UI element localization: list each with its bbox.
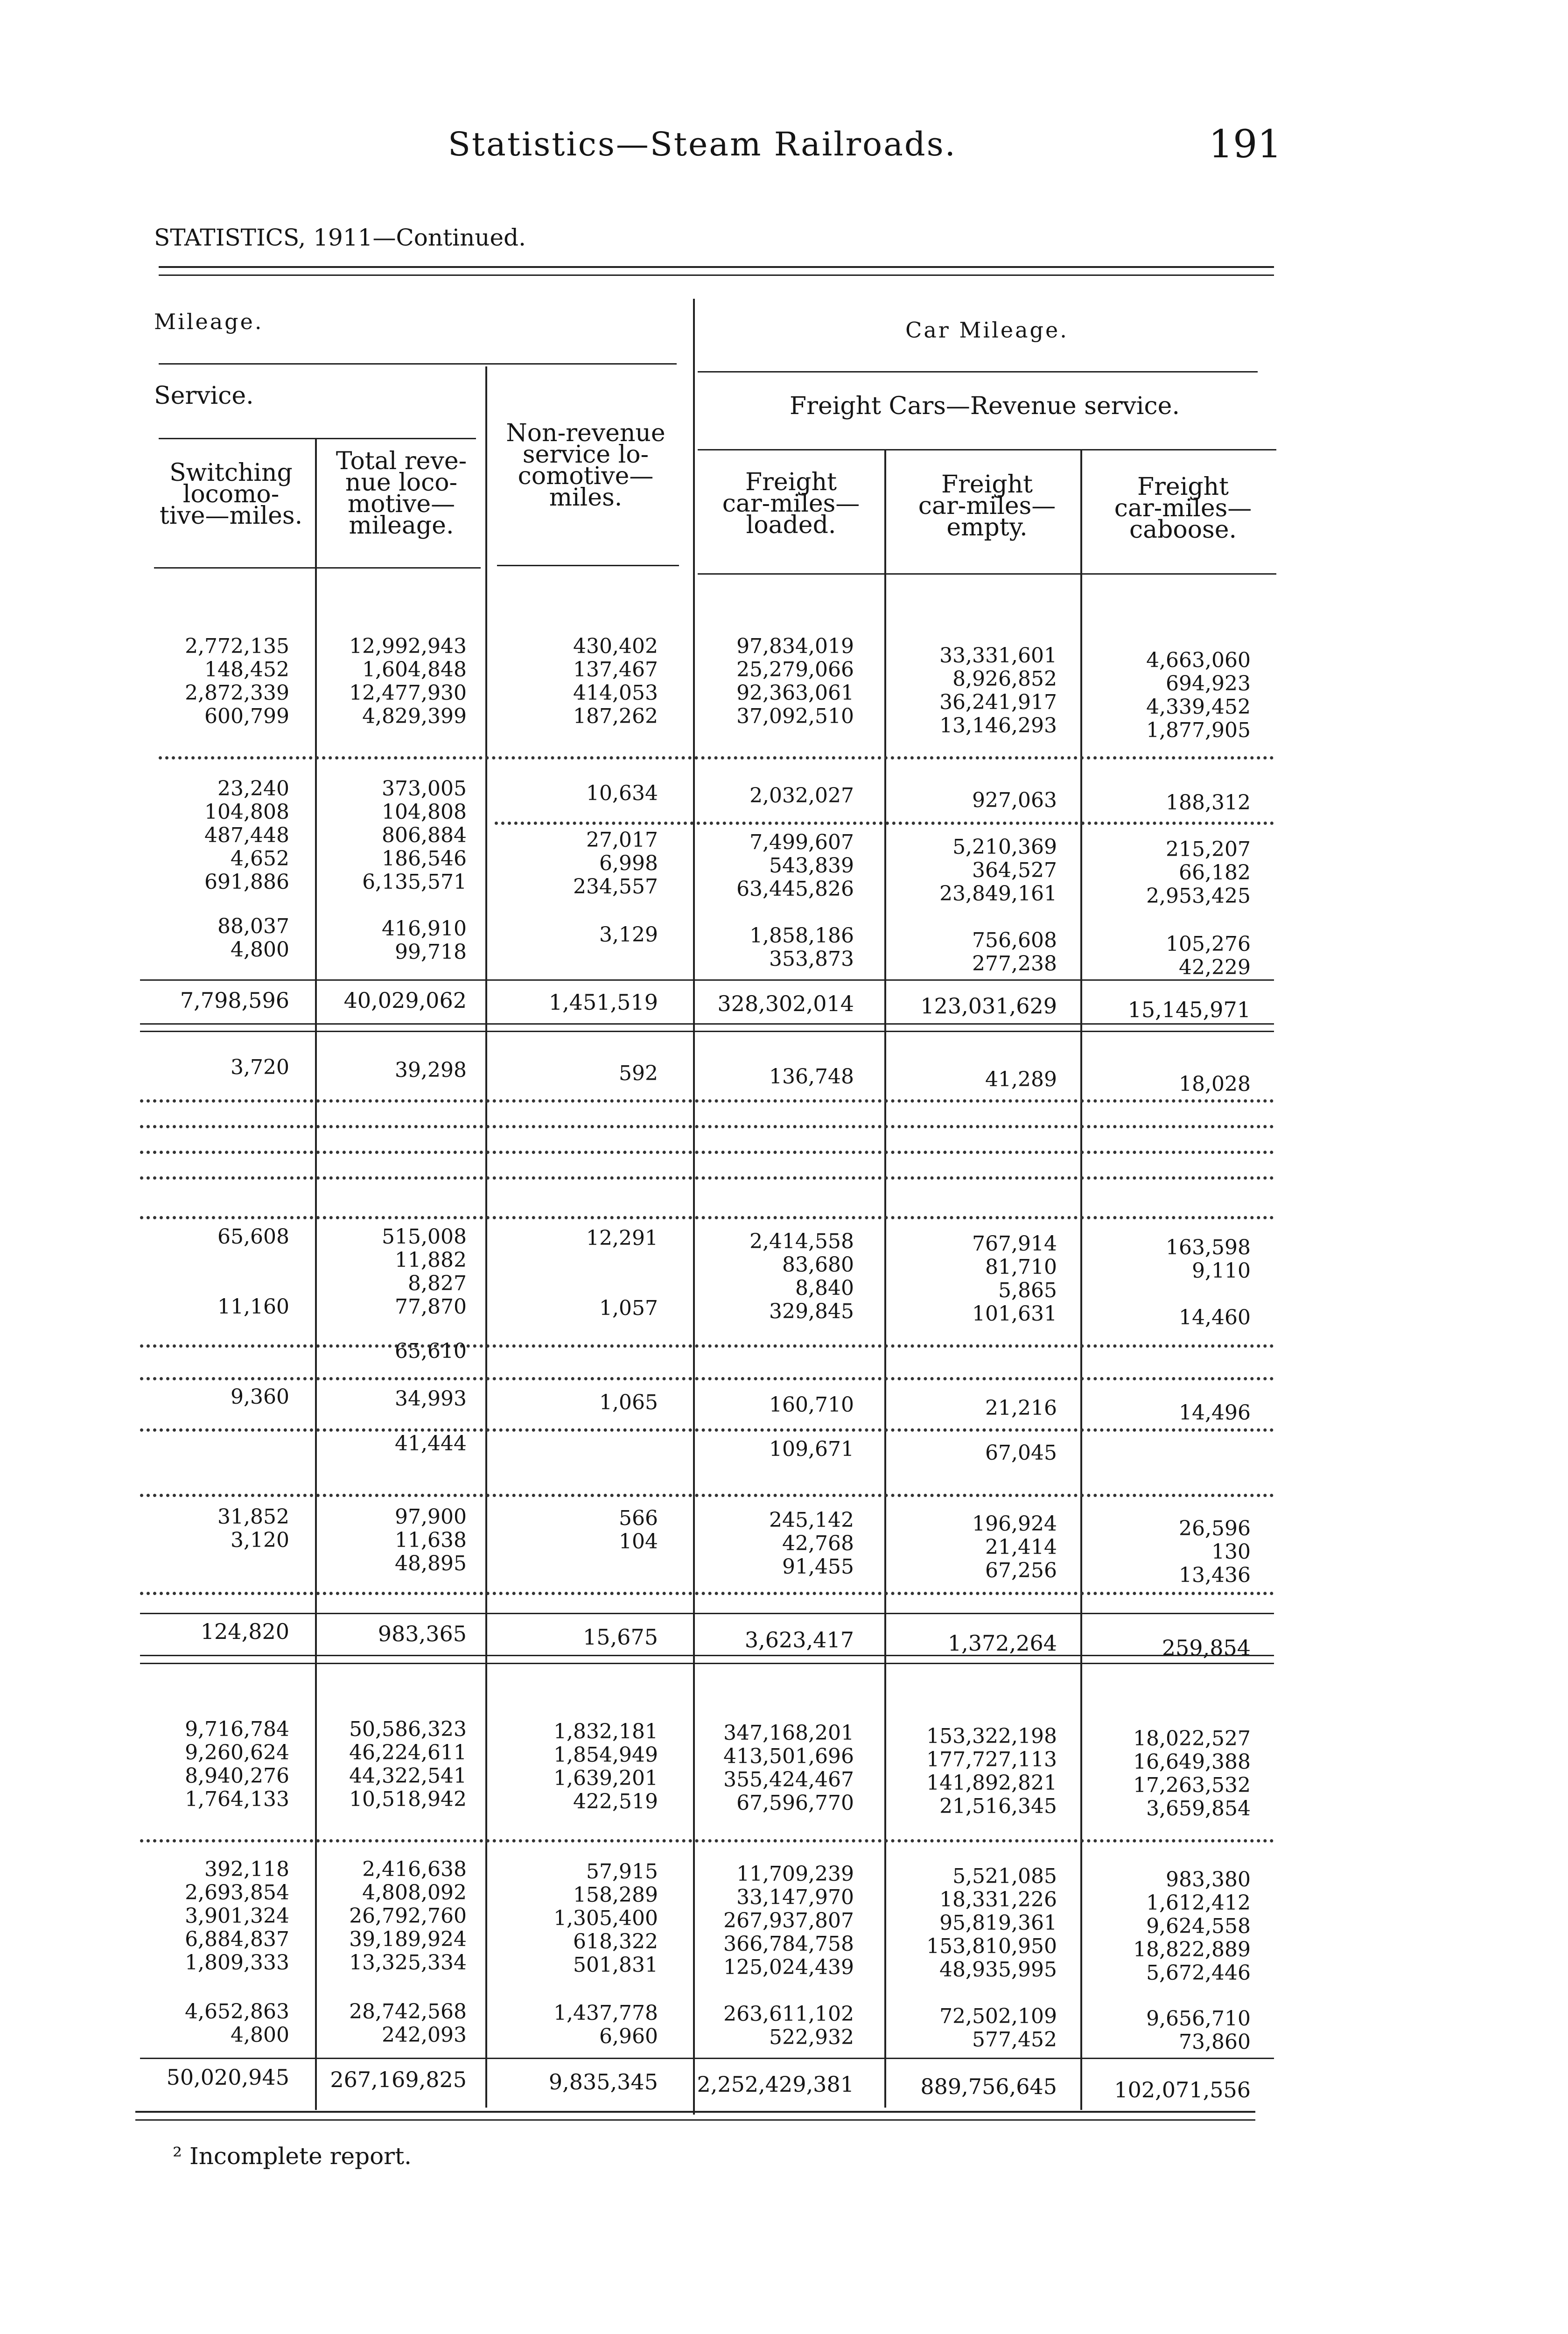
group7-caboose: 14,496 [1179, 1401, 1251, 1425]
group1-switching: 2,772,135 148,452 2,872,339 600,799 [185, 634, 289, 728]
group12-empty: 72,502,109 577,452 [939, 2004, 1057, 2052]
service-label: Service. [154, 382, 254, 410]
dotted-separator [140, 1592, 1274, 1595]
dotted-separator [140, 1125, 1274, 1128]
total3-non-revenue: 9,835,345 [548, 2069, 658, 2095]
total3-loaded: 2,252,429,381 [697, 2072, 854, 2097]
total1-non-revenue: 1,451,519 [548, 990, 658, 1015]
service-rule [159, 438, 476, 439]
group2-non-revenue: 10,634 27,017 6,998 234,557 [573, 781, 658, 899]
total-rule [140, 1023, 1274, 1025]
dotted-separator [140, 1839, 1274, 1842]
col-divider-2 [485, 366, 487, 2108]
group11-switching: 392,118 2,693,854 3,901,324 6,884,837 1,809,333 [185, 1857, 289, 1975]
group4-loaded: 136,748 [769, 1065, 854, 1089]
group7-total-revenue: 34,993 [395, 1387, 467, 1411]
group8-total-revenue: 41,444 [395, 1432, 467, 1455]
dotted-separator [140, 1216, 1274, 1219]
dotted-separator [495, 822, 1274, 825]
group3-non-revenue: 3,129 [599, 923, 658, 947]
total2-switching: 124,820 [200, 1619, 289, 1644]
table-bottom-rule-2 [135, 2119, 1255, 2121]
total-rule [140, 2058, 1274, 2059]
col-head-switching: Switching locomo- tive—miles. [159, 459, 303, 530]
group4-switching: 3,720 [231, 1055, 289, 1079]
col-divider-1 [315, 439, 317, 2110]
group12-total-revenue: 28,742,568 242,093 [349, 2000, 467, 2047]
mileage-section-label: Mileage. [154, 309, 264, 334]
total1-total-revenue: 40,029,062 [343, 988, 467, 1013]
group2-loaded: 2,032,027 7,499,607 543,839 63,445,826 [736, 784, 854, 901]
dotted-separator [140, 1377, 1274, 1380]
col-divider-5 [1080, 450, 1082, 2110]
car-mileage-rule [698, 371, 1258, 373]
group11-caboose: 983,380 1,612,412 9,624,558 18,822,889 5,672,446 [1133, 1868, 1251, 1985]
group5-caboose: 163,598 9,110 14,460 [1166, 1236, 1251, 1329]
dotted-separator [159, 756, 1274, 759]
group7-switching: 9,360 [231, 1385, 289, 1409]
group8-loaded: 109,671 [769, 1437, 854, 1461]
dotted-separator [140, 1344, 1274, 1348]
total1-loaded: 328,302,014 [717, 991, 854, 1016]
col-head-caboose: Freight car-miles— caboose. [1114, 473, 1252, 544]
group1-total-revenue: 12,992,943 1,604,848 12,477,930 4,829,399 [349, 634, 467, 728]
total3-total-revenue: 267,169,825 [330, 2067, 467, 2092]
group3-empty: 756,608 277,238 [972, 928, 1057, 976]
total2-caboose: 259,854 [1162, 1635, 1251, 1660]
mileage-rule [159, 363, 677, 365]
group7-empty: 21,216 [985, 1396, 1057, 1420]
table-top-rule-2 [159, 274, 1274, 276]
group3-caboose: 105,276 42,229 [1166, 932, 1251, 979]
col-head-non-revenue: Non-revenue service lo- comotive— miles. [506, 419, 665, 512]
group4-non-revenue: 592 [619, 1062, 658, 1085]
group10-caboose: 18,022,527 16,649,388 17,263,532 3,659,854 [1133, 1727, 1251, 1821]
page-number: 191 [1209, 122, 1282, 167]
freight-revenue-label: Freight Cars—Revenue service. [790, 392, 1180, 420]
total-rule [140, 1613, 1274, 1614]
head-bottom-rule-right [698, 573, 1276, 575]
group9-total-revenue: 97,900 11,638 48,895 [395, 1505, 467, 1575]
group9-switching: 31,852 3,120 [217, 1505, 289, 1552]
dotted-separator [140, 1494, 1274, 1497]
group7-loaded: 160,710 [769, 1393, 854, 1417]
group3-loaded: 1,858,186 353,873 [749, 924, 854, 971]
total2-loaded: 3,623,417 [744, 1627, 854, 1652]
table-top-rule [159, 266, 1274, 268]
group1-loaded: 97,834,019 25,279,066 92,363,061 37,092,510 [736, 634, 854, 728]
group8-empty: 67,045 [985, 1441, 1057, 1465]
group6-total-revenue: 65,610 [395, 1339, 467, 1363]
freight-rule [698, 449, 1276, 450]
group5-switching: 65,608 11,160 [217, 1225, 289, 1319]
group3-total-revenue: 416,910 99,718 [382, 917, 467, 964]
car-mileage-section-label: Car Mileage. [905, 317, 1069, 343]
group5-loaded: 2,414,558 83,680 8,840 329,845 [749, 1230, 854, 1323]
total2-non-revenue: 15,675 [583, 1624, 658, 1650]
table-bottom-rule [135, 2111, 1255, 2113]
dotted-separator [140, 1176, 1274, 1180]
total2-total-revenue: 983,365 [378, 1621, 467, 1646]
total2-empty: 1,372,264 [947, 1631, 1057, 1656]
footnote: ² Incomplete report. [173, 2143, 412, 2170]
group12-loaded: 263,611,102 522,932 [723, 2002, 854, 2049]
group10-switching: 9,716,784 9,260,624 8,940,276 1,764,133 [185, 1717, 289, 1811]
group9-empty: 196,924 21,414 67,256 [972, 1512, 1057, 1582]
group4-caboose: 18,028 [1179, 1072, 1251, 1096]
group2-empty: 927,063 5,210,369 364,527 23,849,161 [939, 788, 1057, 906]
dotted-separator [140, 1099, 1274, 1103]
group11-total-revenue: 2,416,638 4,808,092 26,792,760 39,189,924 13,325,334 [349, 1857, 467, 1975]
group1-non-revenue: 430,402 137,467 414,053 187,262 [573, 634, 658, 728]
group4-empty: 41,289 [985, 1068, 1057, 1091]
total1-switching: 7,798,596 [180, 988, 289, 1013]
total1-caboose: 15,145,971 [1127, 997, 1251, 1022]
group12-non-revenue: 1,437,778 6,960 [553, 2001, 658, 2048]
group10-loaded: 347,168,201 413,501,696 355,424,467 67,596,770 [723, 1721, 854, 1815]
group5-empty: 767,914 81,710 5,865 101,631 [972, 1232, 1057, 1326]
total3-caboose: 102,071,556 [1114, 2077, 1251, 2102]
dotted-separator [140, 1151, 1274, 1154]
group2-total-revenue: 373,005 104,808 806,884 186,546 6,135,571 [362, 777, 467, 894]
group2-caboose: 188,312 215,207 66,182 2,953,425 [1146, 791, 1251, 908]
dotted-separator [140, 1428, 1274, 1432]
total-rule [140, 1655, 1274, 1656]
total3-switching: 50,020,945 [166, 2065, 289, 2090]
group9-non-revenue: 566 104 [619, 1506, 658, 1554]
group2-switching: 23,240 104,808 487,448 4,652 691,886 [204, 777, 289, 894]
group11-empty: 5,521,085 18,331,226 95,819,361 153,810,950 48,935,995 [926, 1864, 1057, 1982]
total-rule [140, 1031, 1274, 1032]
group3-switching: 88,037 4,800 [217, 914, 289, 962]
group12-switching: 4,652,863 4,800 [185, 2000, 289, 2047]
group4-total-revenue: 39,298 [395, 1058, 467, 1082]
group12-caboose: 9,656,710 73,860 [1146, 2007, 1251, 2054]
group5-non-revenue: 12,291 1,057 [586, 1226, 658, 1320]
head-bottom-rule-left [154, 567, 481, 569]
group1-caboose: 4,663,060 694,923 4,339,452 1,877,905 [1146, 648, 1251, 742]
table-subtitle: STATISTICS, 1911—Continued. [154, 224, 526, 251]
group11-non-revenue: 57,915 158,289 1,305,400 618,322 501,831 [553, 1860, 658, 1977]
col-head-empty: Freight car-miles— empty. [918, 471, 1056, 541]
group9-loaded: 245,142 42,768 91,455 [769, 1508, 854, 1579]
group7-non-revenue: 1,065 [599, 1391, 658, 1414]
total1-empty: 123,031,629 [920, 993, 1057, 1019]
group9-caboose: 26,596 130 13,436 [1179, 1517, 1251, 1587]
group5-total-revenue: 515,008 11,882 8,827 77,870 [382, 1225, 467, 1319]
total-rule [140, 1663, 1274, 1664]
group10-total-revenue: 50,586,323 46,224,611 44,322,541 10,518,942 [349, 1717, 467, 1811]
running-title: Statistics—Steam Railroads. [448, 125, 957, 163]
total3-empty: 889,756,645 [920, 2074, 1057, 2099]
col-head-total-revenue: Total reve- nue loco- motive— mileage. [336, 447, 467, 540]
col-divider-4 [884, 450, 886, 2108]
head-bottom-rule-mid [497, 565, 679, 566]
total-rule [140, 979, 1274, 981]
group11-loaded: 11,709,239 33,147,970 267,937,807 366,784,758 125,024,439 [723, 1862, 854, 1979]
group1-empty: 33,331,601 8,926,852 36,241,917 13,146,293 [939, 644, 1057, 738]
col-head-loaded: Freight car-miles— loaded. [722, 468, 860, 539]
group10-empty: 153,322,198 177,727,113 141,892,821 21,516,345 [926, 1724, 1057, 1818]
group10-non-revenue: 1,832,181 1,854,949 1,639,201 422,519 [553, 1720, 658, 1814]
